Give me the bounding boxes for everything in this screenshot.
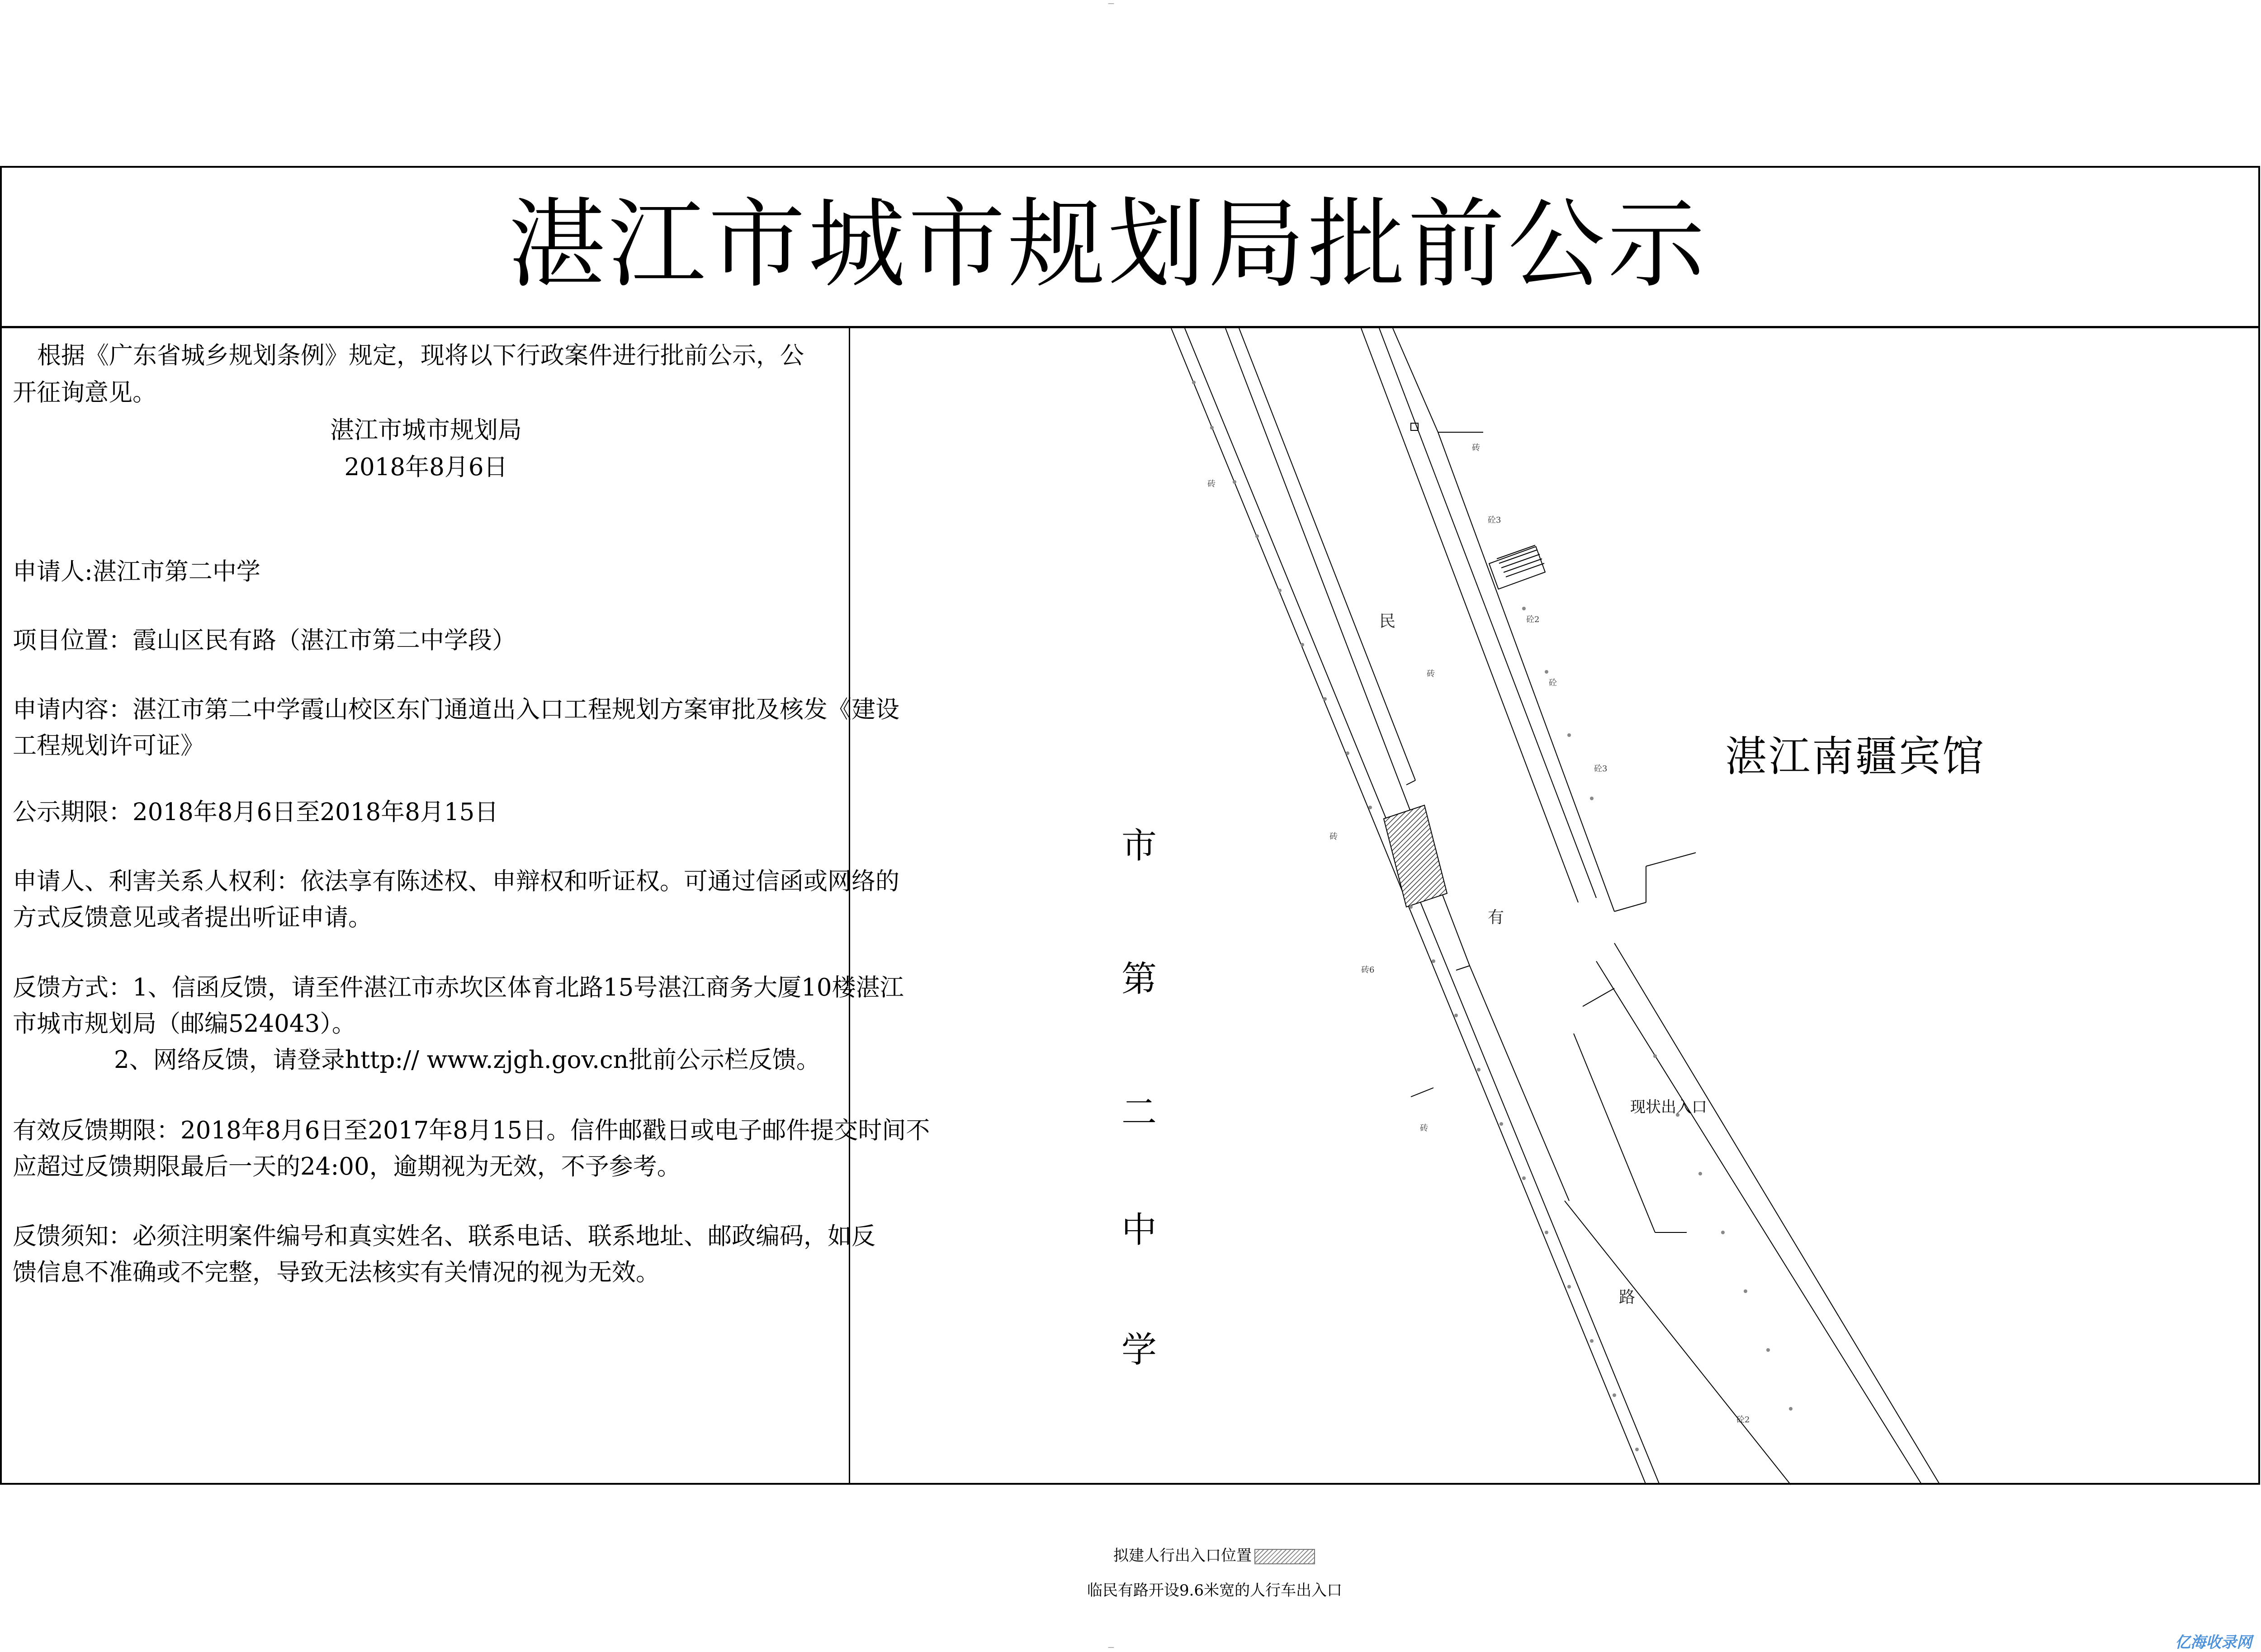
stair-step	[1499, 550, 1537, 563]
road-edge-line	[1393, 328, 1438, 432]
rights: 申请人、利害关系人权利：依法享有陈述权、申辩权和听证权。可通过信函或网络的	[13, 868, 899, 895]
bottom-page-mark: —	[1108, 1644, 1114, 1651]
school-label-char: 二	[1121, 1092, 1157, 1133]
road-name-char: 路	[1619, 1288, 1636, 1307]
school-label-char: 市	[1121, 826, 1157, 866]
notice-frame	[0, 166, 2260, 1600]
stair-step	[1497, 545, 1535, 559]
material-label: 砖	[1329, 832, 1338, 841]
road-name-char: 有	[1488, 908, 1504, 927]
hotel-label: 湛江南疆宾馆	[1725, 732, 1986, 781]
material-label: 砖	[1420, 1123, 1428, 1133]
material-label: 砼2	[1526, 615, 1540, 624]
legend-note: 临民有路开设9.6米宽的人行车出入口	[1087, 1581, 1343, 1600]
top-page-mark: —	[1108, 0, 1114, 7]
feedback-notice: 反馈须知：必须注明案件编号和真实姓名、联系电话、联系地址、邮政编码，如反	[13, 1222, 875, 1250]
road-edge-line	[1185, 328, 1660, 1485]
existing-exit-label: 现状出入口	[1630, 1098, 1707, 1116]
boundary-line	[1456, 966, 1470, 970]
boundary-line	[1646, 853, 1696, 866]
legend	[1113, 1543, 1315, 1565]
school-label-char: 中	[1121, 1210, 1157, 1251]
road-edge-line	[1438, 432, 1614, 911]
feedback-method-cont: 市城市规划局（邮编524043）。	[13, 1010, 356, 1038]
rights-cont: 方式反馈意见或者提出听证申请。	[13, 904, 372, 931]
road-edge-line	[1565, 1201, 1791, 1485]
school-label-char: 第	[1121, 959, 1157, 1000]
road-edge-line	[1239, 328, 1415, 780]
boundary-line	[1411, 1088, 1433, 1097]
stair-step	[1504, 559, 1542, 572]
boundary-line	[1574, 1034, 1655, 1232]
proposed-entrance-area	[1384, 805, 1447, 907]
boundary-line	[1406, 780, 1415, 785]
legend-hatch-swatch	[1254, 1549, 1315, 1564]
notice-text-panel	[2, 328, 930, 1485]
school-label-char: 学	[1121, 1330, 1157, 1370]
road-edge-line	[1470, 966, 1569, 1201]
material-label: 砼	[1549, 678, 1557, 688]
material-label: 砼3	[1594, 764, 1608, 774]
feedback-deadline: 有效反馈期限：2018年8月6日至2017年8月15日。信件邮戳日或电子邮件提交时间不	[13, 1117, 930, 1144]
feedback-notice-cont: 馈信息不准确或不完整，导致无法核实有关情况的视为无效。	[13, 1259, 660, 1286]
title-row	[2, 168, 2258, 328]
legend-label: 拟建人行出入口位置	[1113, 1547, 1252, 1565]
material-label: 砼3	[1488, 515, 1501, 525]
site-plan-drawing	[850, 328, 2260, 1485]
material-label: 砖6	[1361, 965, 1375, 975]
publicity-period: 公示期限：2018年8月6日至2018年8月15日	[13, 798, 499, 826]
issue-date: 2018年8月6日	[344, 453, 508, 481]
boundary-line	[1583, 988, 1614, 1006]
application-content: 申请内容：湛江市第二中学霞山校区东门通道出入口工程规划方案审批及核发《建设	[13, 696, 899, 723]
issuer: 湛江市城市规划局	[330, 416, 522, 444]
material-label: 砖	[1427, 669, 1435, 679]
site-map	[850, 328, 2260, 1600]
road-edge-line	[1614, 943, 1940, 1485]
stair-step	[1501, 554, 1540, 568]
road-name-char: 民	[1379, 612, 1396, 631]
intro-text-cont: 开征询意见。	[13, 379, 156, 406]
feedback-deadline-cont: 应超过反馈期限最后一天的24:00，逾期视为无效，不予参考。	[13, 1153, 681, 1180]
applicant: 申请人:湛江市第二中学	[13, 558, 260, 585]
watermark: 亿海收录网	[2175, 1633, 2252, 1652]
road-edge-line	[1596, 961, 1922, 1485]
material-label: 砖	[1207, 479, 1216, 489]
intro-text: 根据《广东省城乡规划条例》规定，现将以下行政案件进行批前公示，公	[37, 342, 804, 369]
material-label: 砼2	[1736, 1415, 1750, 1425]
feedback-method: 反馈方式：1、信函反馈，请至件湛江市赤坎区体育北路15号湛江商务大厦10楼湛江	[13, 974, 904, 1001]
application-content-cont: 工程规划许可证》	[13, 732, 204, 760]
project-location: 项目位置：霞山区民有路（湛江市第二中学段）	[13, 627, 516, 654]
boundary-line	[1614, 902, 1646, 911]
feedback-online: 2、网络反馈，请登录http:// www.zjgh.gov.cn批前公示栏反馈。	[114, 1046, 820, 1074]
material-label: 砖	[1472, 443, 1480, 453]
page-title: 湛江市城市规划局批前公示	[508, 188, 1708, 301]
